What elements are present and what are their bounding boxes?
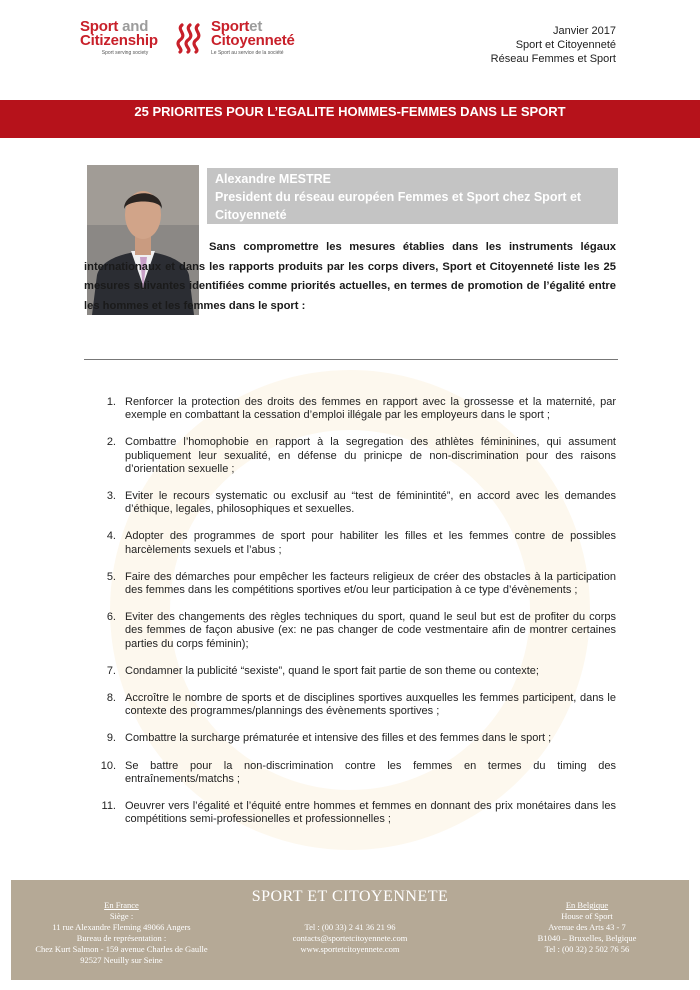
priority-list (98, 396, 616, 826)
footer-france-heading: En France (104, 900, 139, 910)
footer-france-line: Siège : (109, 911, 134, 921)
logo-word-citoyennete: Citoyenneté (211, 32, 295, 49)
priority-item (98, 692, 616, 718)
priority-text: Combattre la surcharge prématurée et intensive des filles et des femmes dans le sport ; (125, 732, 552, 745)
footer-belgium (507, 900, 667, 955)
logo-english (80, 20, 170, 56)
priority-number: 6. (106, 611, 116, 624)
footer-belgium-line: B1040 – Bruxelles, Belgique (537, 933, 637, 943)
priority-number: 3. (106, 490, 116, 503)
priority-text: Accroître le nombre de sports et de disciplines sportives auxquelles les femmes participent, dans le contexte des programmes/plannings des évènements sportives ; (125, 692, 616, 718)
priority-text: Renforcer la protection des droits des femmes en rapport avec la grossesse et la maternité, par exemple en combattant la cessation d’emploi illégale par les employeurs dans le sport ; (125, 396, 616, 422)
document-title: 25 PRIORITES POUR L’EGALITE HOMMES-FEMMES DANS LE SPORT (134, 104, 566, 119)
priority-text: Oeuvrer vers l’égalité et l’équité entre hommes et femmes en donnant des prix monétaires dans les compétitions semi-professionelles et professionnelles ; (125, 800, 616, 826)
logo-french (211, 20, 321, 56)
author-info-box (207, 168, 618, 224)
logo-word-et: et (249, 18, 263, 35)
priority-item (98, 760, 616, 786)
footer-contact-website[interactable]: www.sportetcitoyennete.com (300, 944, 400, 954)
priority-number: 7. (106, 664, 116, 677)
footer-france (19, 900, 224, 966)
logo-word-and: and (122, 18, 149, 35)
footer-title: SPORT ET CITOYENNETE (251, 888, 449, 905)
priority-item (98, 800, 616, 826)
header-date: Janvier 2017 (553, 25, 616, 37)
page-footer (11, 880, 689, 980)
footer-belgium-line: Avenue des Arts 43 - 7 (548, 922, 626, 932)
priority-item (98, 665, 616, 678)
footer-france-line: 11 rue Alexandre Fleming 49066 Angers (52, 922, 191, 932)
priority-number: 10. (100, 759, 116, 772)
author-name: Alexandre MESTRE (215, 172, 332, 186)
logo-word-citizenship: Citizenship (80, 32, 158, 49)
priority-item (98, 490, 616, 516)
footer-belgium-line: Tel : (00 32) 2 502 76 56 (544, 944, 630, 954)
title-banner (0, 100, 700, 138)
priority-number: 11. (101, 800, 116, 813)
priority-text: Eviter des changements des règles techniques du sport, quand le seul but est de profiter du corps des femmes de façon abusive (ex: ne pas changer de code vestmentaire afin de montrer certaines parties du corps féminin); (125, 611, 616, 650)
logo-word-sport: Sport (80, 18, 119, 35)
intro-paragraph: Sans compromettre les mesures établies dans les instruments légaux internationaux et dans les rapports produits par les corps divers, Sport et Citoyenneté liste les 25 mesures suivantes identifiées comme priorités actuelles, en termes de promotion de l’égalité entre les hommes et les femmes dans le sport : (84, 241, 616, 312)
logo-tagline-fr: Le Sport au service de la société (211, 50, 284, 56)
section-divider (84, 359, 618, 360)
footer-contact-phone: Tel : (00 33) 2 41 36 21 96 (304, 922, 396, 932)
footer-france-line: Chez Kurt Salmon - 159 avenue Charles de Gaulle (35, 944, 208, 954)
footer-france-line: Bureau de représentation : (76, 933, 167, 943)
priority-number: 8. (106, 692, 116, 705)
priority-text: Faire des démarches pour empêcher les facteurs religieux de créer des obstacles à la participation des femmes dans les compétitions sportives et/ou leur participation à ce type d’évènements ; (125, 570, 616, 597)
priority-item (98, 436, 616, 476)
logo-emblem-icon (174, 22, 202, 54)
priority-item (98, 396, 616, 422)
footer-contact (250, 922, 450, 955)
priority-number: 5. (106, 570, 116, 583)
priority-text: Eviter le recours systematic ou exclusif au “test de féminintité”, en accord avec les demandes d’éthique, legales, philosophiques et sexuelles. (125, 490, 616, 516)
priority-item (98, 571, 616, 597)
logo-word-sport-fr: Sport (211, 18, 250, 35)
priority-item (98, 732, 616, 745)
priority-number: 1. (106, 396, 116, 408)
priority-text: Se battre pour la non-discrimination contre les femmes en termes du timing des entraînements/matchs ; (125, 759, 616, 785)
footer-belgium-line: House of Sport (561, 911, 613, 921)
header-network: Réseau Femmes et Sport (490, 53, 616, 65)
priority-number: 9. (106, 732, 116, 745)
header-org: Sport et Citoyenneté (515, 39, 616, 51)
priority-text: Condamner la publicité “sexiste”, quand le sport fait partie de son theme ou contexte; (125, 664, 539, 677)
priority-text: Combattre l’homophobie en rapport à la segregation des athlètes fémininines, qui assument publiquement leur sexualité, en défense du prinicpe de non-discrimination pour des raisons d’orientation sexuelle ; (125, 436, 616, 475)
priority-number: 2. (106, 436, 116, 449)
document-header-info (491, 24, 616, 66)
logo-tagline-en: Sport serving society (101, 50, 149, 56)
footer-belgium-heading: En Belgique (565, 900, 609, 910)
author-role: President du réseau européen Femmes et Sport chez Sport et Citoyenneté (215, 190, 582, 222)
priority-text: Adopter des programmes de sport pour habiliter les filles et les femmes contre de possibles harcèlements sexuels et l’abus ; (125, 530, 616, 556)
priority-item (98, 530, 616, 556)
footer-contact-email[interactable]: contacts@sportetcitoyennete.com (292, 933, 408, 943)
footer-france-line: 92527 Neuilly sur Seine (80, 955, 163, 965)
priority-item (98, 611, 616, 651)
priority-number: 4. (106, 530, 116, 543)
